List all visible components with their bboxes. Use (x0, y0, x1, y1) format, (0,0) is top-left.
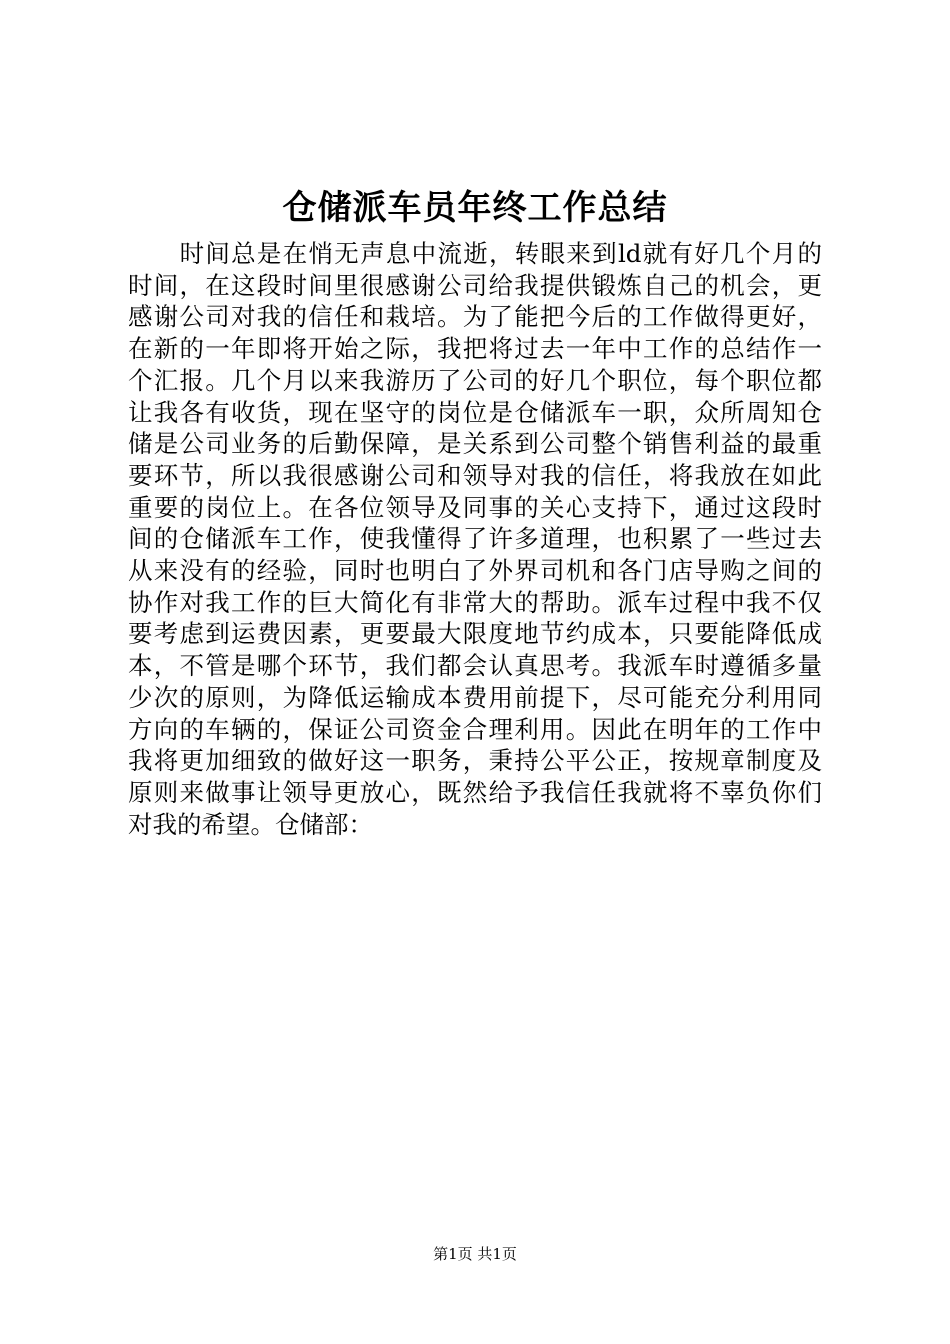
body-line-16: 方向的车辆的，保证公司资金合理利用。因此在明年的工作中 (128, 714, 822, 744)
body-line-12: 协作对我工作的巨大简化有非常大的帮助。派车过程中我不仅 (128, 587, 822, 617)
body-line-6: 让我各有收货，现在坚守的岗位是仓储派车一职，众所周知仓 (128, 397, 822, 427)
body-line-11: 从来没有的经验，同时也明白了外界司机和各门店导购之间的 (128, 556, 822, 586)
body-line-1: 时间总是在悄无声息中流逝，转眼来到ld就有好几个月的 (128, 239, 822, 268)
body-line-17: 我将更加细致的做好这一职务，秉持公平公正，按规章制度及 (128, 746, 822, 776)
body-line-15: 少次的原则，为降低运输成本费用前提下，尽可能充分利用同 (128, 682, 822, 712)
body-line-14: 本，不管是哪个环节，我们都会认真思考。我派车时遵循多量 (128, 651, 822, 681)
body-line-2: 时间，在这段时间里很感谢公司给我提供锻炼自己的机会，更 (128, 270, 822, 300)
body-line-9: 重要的岗位上。在各位领导及同事的关心支持下，通过这段时 (128, 492, 822, 522)
body-line-10: 间的仓储派车工作，使我懂得了许多道理，也积累了一些过去 (128, 524, 822, 554)
body-line-18: 原则来做事让领导更放心，既然给予我信任我就将不辜负你们 (128, 777, 822, 807)
page-footer: 第1页 共1页 (433, 1245, 517, 1263)
body-line-3: 感谢公司对我的信任和栽培。为了能把今后的工作做得更好， (128, 302, 822, 332)
body-line-19: 对我的希望。仓储部： (128, 809, 373, 839)
body-line-5: 个汇报。几个月以来我游历了公司的好几个职位，每个职位都 (128, 365, 822, 395)
body-line-7: 储是公司业务的后勤保障，是关系到公司整个销售利益的最重 (128, 429, 822, 459)
body-line-8: 要环节，所以我很感谢公司和领导对我的信任，将我放在如此 (128, 460, 822, 490)
document-title: 仓储派车员年终工作总结 (282, 188, 668, 228)
body-line-13: 要考虑到运费因素，更要最大限度地节约成本，只要能降低成 (128, 619, 822, 649)
document-body (128, 238, 822, 840)
body-line-4: 在新的一年即将开始之际，我把将过去一年中工作的总结作一 (128, 334, 822, 364)
